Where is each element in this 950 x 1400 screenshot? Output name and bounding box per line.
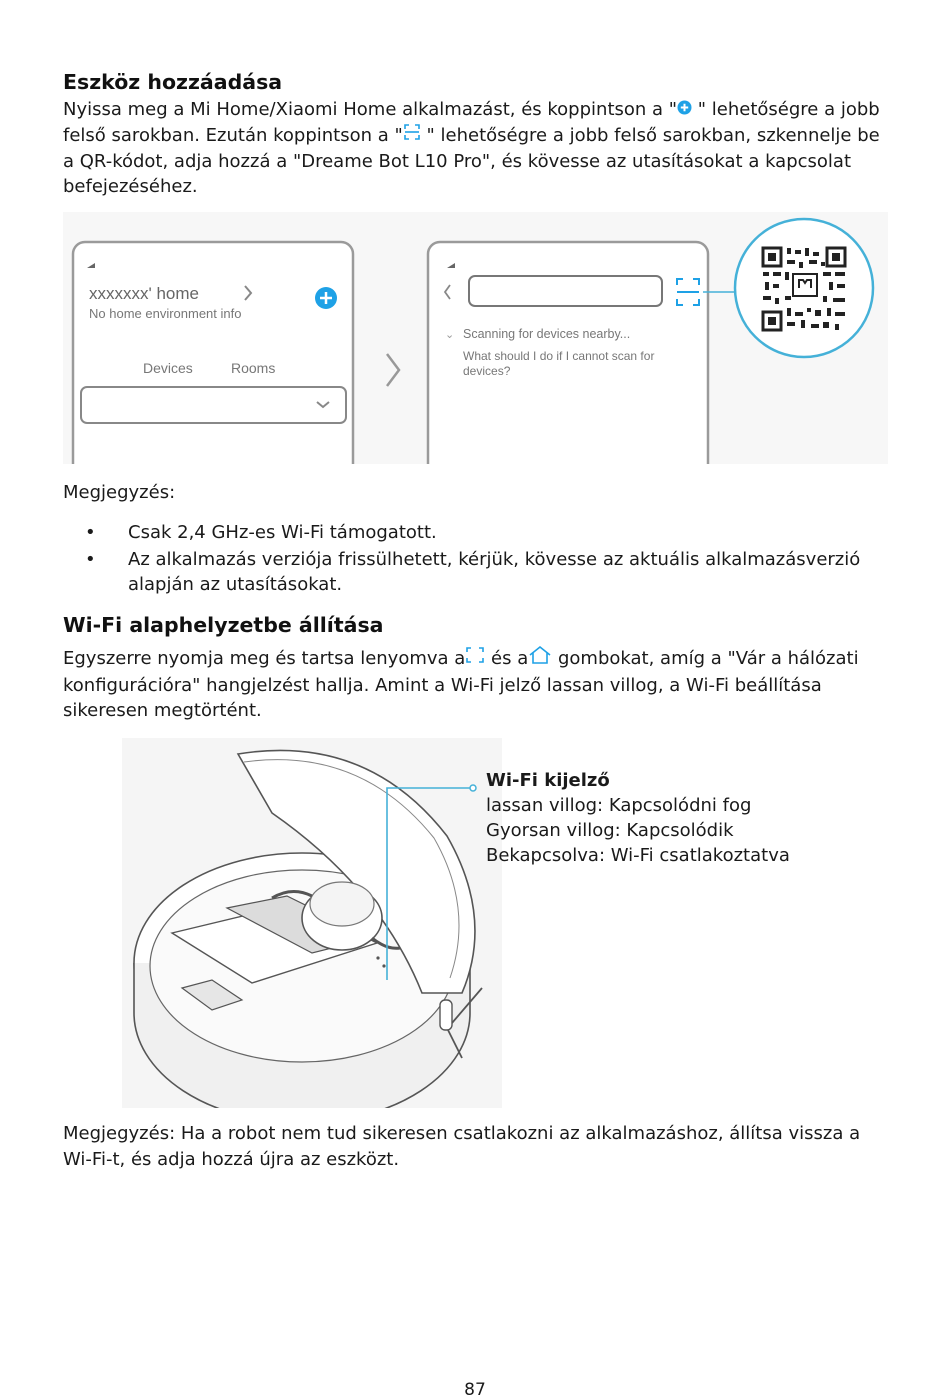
add-device-instructions: Nyissa meg a Mi Home/Xiaomi Home alkalmazást, és koppintson a " " lehetőségre a jobb felső sarokban. Ezután koppintson a " " lehetőségre a jobb felső sarokban, szkennelje be a QR-kódot, adja hozzá a "Dreame Bot L10 Pro", és kövesse az utasításokat a kapcsolat befejezéséhez.	[63, 99, 880, 197]
app-screens-figure	[63, 212, 888, 464]
svg-text:⌄: ⌄	[445, 329, 455, 341]
plus-icon	[677, 97, 692, 123]
tab-devices: Devices	[143, 360, 193, 376]
page-number: 87	[464, 1380, 486, 1400]
home-subtitle: No home environment info	[89, 306, 242, 321]
help-text-line2: devices?	[463, 364, 511, 378]
notes-label: Megjegyzés:	[63, 482, 176, 503]
qr-code-icon	[763, 248, 845, 330]
help-text-line1: What should I do if I cannot scan for	[463, 349, 655, 363]
wifi-indicator-callout-line	[380, 780, 480, 990]
next-arrow-icon	[387, 354, 399, 386]
wifi-indicator-title: Wi-Fi kijelző	[486, 770, 610, 791]
wifi-state-line: lassan villog: Kapcsolódni fog	[486, 795, 752, 816]
add-device-icon	[315, 287, 337, 309]
wifi-state-line: Gyorsan villog: Kapcsolódik	[486, 820, 734, 841]
home-button-icon	[528, 645, 552, 673]
heading-wifi-reset: Wi-Fi alaphelyzetbe állítása	[63, 613, 384, 637]
wifi-indicator-legend	[486, 768, 790, 868]
wifi-reset-instructions: Egyszerre nyomja meg és tartsa lenyomva a és a gombokat, amíg a "Vár a hálózati konfigurációra" hangjelzést hallja. Amint a Wi-Fi jelző lassan villog, a Wi-Fi beállítása sikeresen megtörtént.	[63, 645, 893, 724]
home-title: xxxxxxx' home	[89, 284, 199, 303]
spot-clean-button-icon	[465, 645, 485, 673]
wifi-state-line: Bekapcsolva: Wi-Fi csatlakoztatva	[486, 845, 790, 866]
final-note: Megjegyzés: Ha a robot nem tud sikeresen csatlakozni az alkalmazáshoz, állítsa vissza a Wi-Fi-t, és adja hozzá újra az eszközt.	[63, 1123, 861, 1170]
heading-add-device: Eszköz hozzáadása	[63, 70, 283, 94]
tab-rooms: Rooms	[231, 360, 276, 376]
note-item: • Csak 2,4 GHz-es Wi-Fi támogatott.	[63, 520, 893, 545]
scanning-text: Scanning for devices nearby...	[463, 327, 631, 341]
scan-icon	[403, 123, 421, 149]
notes-list	[63, 520, 893, 599]
note-item: • Az alkalmazás verziója frissülhetett, kérjük, kövesse az aktuális alkalmazásverzió alapján az utasításokat.	[63, 547, 893, 597]
